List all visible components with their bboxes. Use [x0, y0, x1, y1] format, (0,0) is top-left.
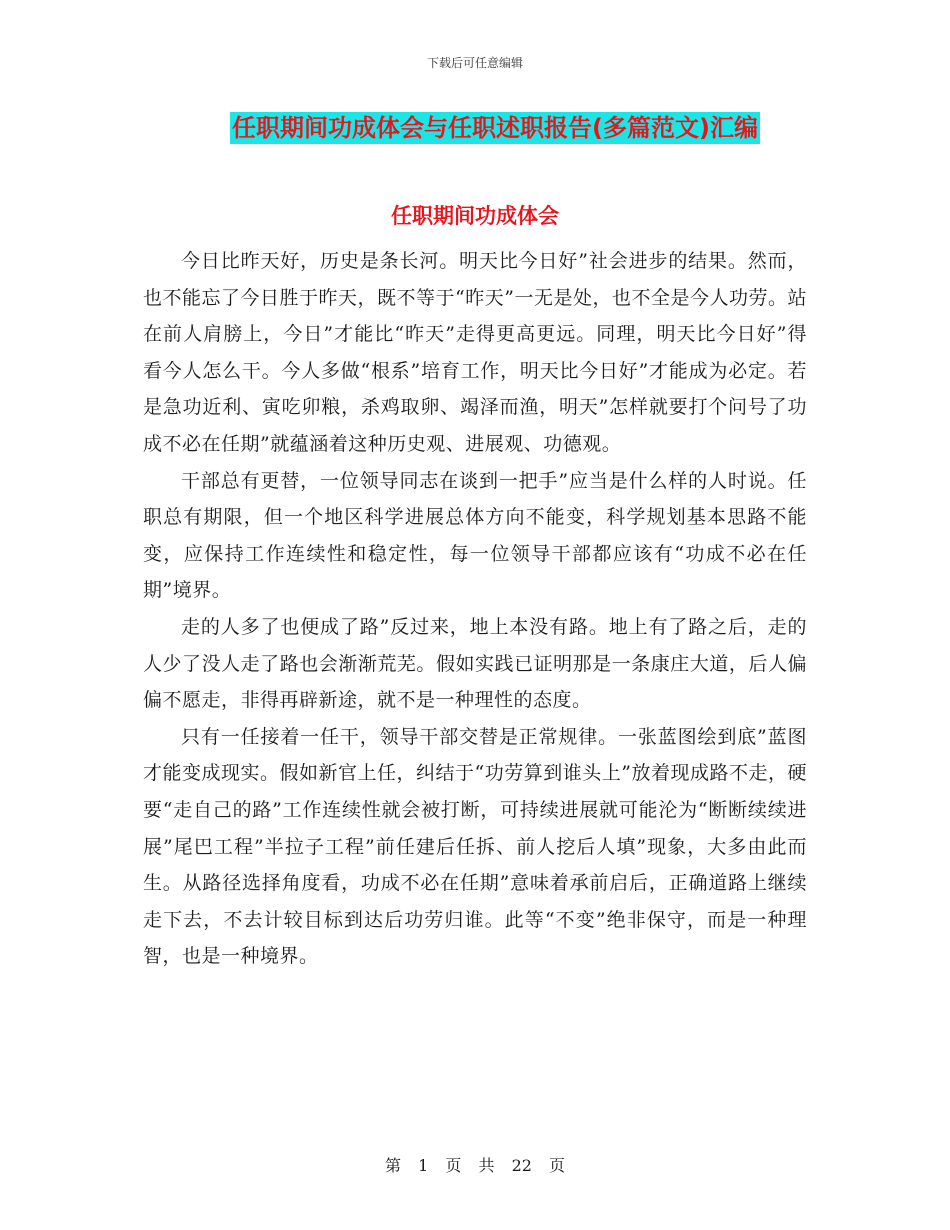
body-text	[143, 243, 807, 975]
footer-total-prefix: 共	[478, 1156, 495, 1175]
footer-page-number: 1	[418, 1156, 429, 1175]
footer-total-pages: 22	[511, 1156, 532, 1175]
document-title: 任职期间功成体会与任职述职报告(多篇范文)汇编	[232, 114, 758, 142]
paragraph-3: 走的人多了也便成了路”反过来，地上本没有路。地上有了路之后，走的人少了没人走了路也会渐渐荒芜。假如实践已证明那是一条康庄大道，后人偏偏不愿走，非得再辟新途，就不是一种理性的态度。	[143, 615, 807, 712]
footer-prefix: 第	[384, 1156, 401, 1175]
footer-total-unit: 页	[549, 1156, 566, 1175]
footer-page-unit: 页	[445, 1156, 462, 1175]
document-title-wrap	[0, 112, 950, 144]
section-title: 任职期间功成体会	[391, 204, 559, 228]
header-note: 下载后可任意编辑	[426, 56, 523, 70]
paragraph-4: 只有一任接着一任干，领导干部交替是正常规律。一张蓝图绘到底”蓝图才能变成现实。假如新官上任，纠结于“功劳算到谁头上”放着现成路不走，硬要“走自己的路”工作连续性就会被打断，可持续进展就可能沦为“断断续续进展”尾巴工程”半拉子工程”前任建后任拆、前人挖后人填”现象，大多由此而生。从路径选择角度看，功成不必在任期”意味着承前启后，正确道路上继续走下去，不去计较目标到达后功劳归谁。此等“不变”绝非保守，而是一种理智，也是一种境界。	[143, 725, 807, 968]
paragraph-2: 干部总有更替，一位领导同志在谈到一把手”应当是什么样的人时说。任职总有期限，但一个地区科学进展总体方向不能变，科学规划基本思路不能变，应保持工作连续性和稳定性，每一位领导干部都应该有“功成不必在任期”境界。	[143, 469, 807, 602]
page-footer	[0, 1153, 950, 1176]
paragraph-1: 今日比昨天好，历史是条长河。明天比今日好”社会进步的结果。然而，也不能忘了今日胜于昨天，既不等于“昨天”一无是处，也不全是今人功劳。站在前人肩膀上，今日”才能比“昨天”走得更高更远。同理，明天比今日好”得看今人怎么干。今人多做“根系”培育工作，明天比今日好”才能成为必定。若是急功近利、寅吃卯粮，杀鸡取卵、竭泽而渔，明天”怎样就要打个问号了功成不必在任期”就蕴涵着这种历史观、进展观、功德观。	[143, 250, 807, 455]
